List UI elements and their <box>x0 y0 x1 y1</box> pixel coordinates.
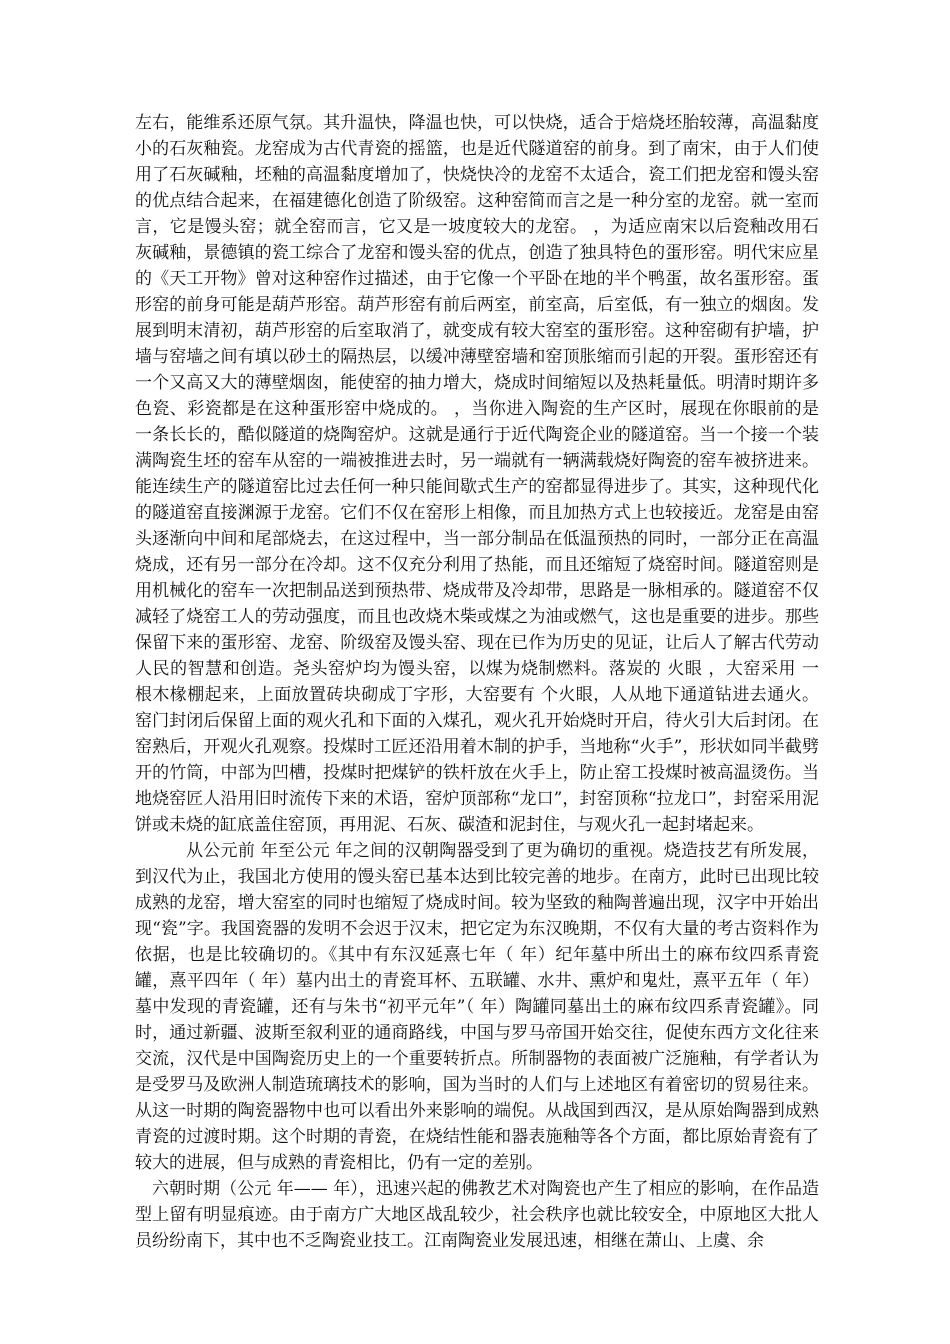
paragraph-kilns: 左右，能维系还原气氛。其升温快，降温也快，可以快烧，适合于焙烧坯胎较薄，高温黏度小的石灰釉瓷。龙窑成为古代青瓷的摇篮，也是近代隧道窑的前身。到了南宋，由于人们使用了石灰碱釉，坯釉的高温黏度增加了，快烧快冷的龙窑不太适合，瓷工们把龙窑和馒头窑的优点结合起来，在福建德化创造了阶级窑。这种窑简而言之是一种分室的龙窑。就一室而言，它是馒头窑；就全窑而言，它又是一坡度较大的龙窑。 ，为适应南宋以后瓷釉改用石灰碱釉，景德镇的瓷工综合了龙窑和馒头窑的优点，创造了独具特色的蛋形窑。明代宋应星的《天工开物》曾对这种窑作过描述，由于它像一个平卧在地的半个鸭蛋，故名蛋形窑。蛋形窑的前身可能是葫芦形窑。葫芦形窑有前后两室，前室高，后室低，有一独立的烟囱。发展到明末清初，葫芦形窑的后室取消了，就变成有较大窑室的蛋形窑。这种窑砌有护墙，护墙与窑墙之间有填以砂土的隔热层，以缓冲薄壁窑墙和窑顶胀缩而引起的开裂。蛋形窑还有一个又高又大的薄壁烟囱，能使窑的抽力增大，烧成时间缩短以及热耗量低。明清时期许多色瓷、彩瓷都是在这种蛋形窑中烧成的。 ，当你进入陶瓷的生产区时，展现在你眼前的是一条长长的，酷似隧道的烧陶窑炉。这就是通行于近代陶瓷企业的隧道窑。当一个接一个装满陶瓷生坯的窑车从窑的一端被推进去时，另一端就有一辆满载烧好陶瓷的窑车被挤进来。能连续生产的隧道窑比过去任何一种只能间歇式生产的窑都显得进步了。其实，这种现代化的隧道窑直接渊源于龙窑。它们不仅在窑形上相像，而且加热方式上也较接近。龙窑是由窑头逐渐向中间和尾部烧去，在这过程中，当一部分制品在低温预热的同时，一部分正在高温烧成，还有另一部分在冷却。这不仅充分利用了热能，而且还缩短了烧窑时间。隧道窑则是用机械化的窑车一次把制品送到预热带、烧成带及冷却带，思路是一脉相承的。隧道窑不仅减轻了烧窑工人的劳动强度，而且也改烧木柴或煤之为油或燃气，这也是重要的进步。那些保留下来的蛋形窑、龙窑、阶级窑及馒头窑、现在已作为历史的见证，让后人了解古代劳动人民的智慧和创造。尧头窑炉均为馒头窑，以煤为烧制燃料。落炭的 火眼 ，大窑采用 一 根木椽棚起来，上面放置砖块砌成丁字形，大窑要有 个火眼，人从地下通道钻进去通火。窑门封闭后保留上面的观火孔和下面的入煤孔，观火孔开始烧时开启，待火引大后封闭。在窑熟后，开观火孔观察。投煤时工匠还沿用着木制的护手，当地称“火手”，形状如同半截劈开的竹筒，中部为凹槽，投煤时把煤铲的铁杆放在火手上，防止窑工投煤时被高温烫伤。当地烧窑匠人沿用旧时流传下来的术语，窑炉顶部称“龙口”，封窑顶称“拉龙口”，封窑采用泥饼或未烧的缸底盖住窑顶，再用泥、石灰、碳渣和泥封住，与观火孔一起封堵起来。 <box>135 113 819 835</box>
paragraph-han-dynasty: 从公元前 年至公元 年之间的汉朝陶器受到了更为确切的重视。烧造技艺有所发展，到汉代为止，我国北方使用的馒头窑已基本达到比较完善的地步。在南方，此时已出现比较成熟的龙窑，增大窑室的同时也缩短了烧成时间。较为坚致的釉陶普遍出现，汉字中开始出现“瓷”字。我国瓷器的发明不会迟于汉末，把它定为东汉晚期，不仅有大量的考古资料作为依据，也是比较确切的。《其中有东汉延熹七年（ 年）纪年墓中所出土的麻布纹四系青瓷罐，熹平四年（ 年）墓内出土的青瓷耳杯、五联罐、水井、熏炉和鬼灶，熹平五年（ 年）墓中发现的青瓷罐，还有与朱书“初平元年”（ 年）陶罐同墓出土的麻布纹四系青瓷罐》。同时，通过新疆、波斯至叙利亚的通商路线，中国与罗马帝国开始交往，促使东西方文化往来交流，汉代是中国陶瓷历史上的一个重要转折点。所制器物的表面被广泛施釉，有学者认为是受罗马及欧洲人制造琉璃技术的影响，国为当时的人们与上述地区有着密切的贸易往来。从这一时期的陶瓷器物中也可以看出外来影响的端倪。从战国到西汉，是从原始陶器到成熟青瓷的过渡时期。这个时期的青瓷，在烧结性能和器表施釉等各个方面，都比原始青瓷有了较大的进展，但与成熟的青瓷相比，仍有一定的差别。 <box>135 841 819 1173</box>
paragraph-six-dynasties: 六朝时期（公元 年—— 年），迅速兴起的佛教艺术对陶瓷也产生了相应的影响，在作品造型上留有明显痕迹。由于南方广大地区战乱较少，社会秩序也就比较安全，中原地区大批人员纷纷南下，其中也不乏陶瓷业技工。江南陶瓷业发展迅速，相继在萧山、上虞、余 <box>135 1179 819 1251</box>
body-text <box>135 110 819 1254</box>
